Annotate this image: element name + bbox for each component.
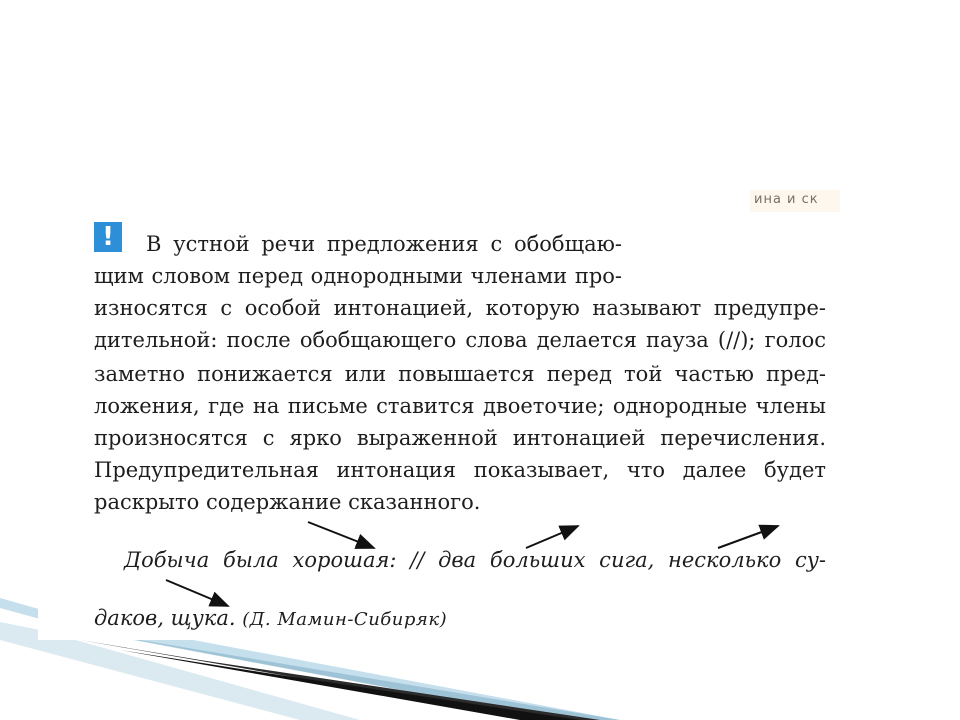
arrow-down-before-pause	[308, 522, 374, 548]
exclamation-icon: !	[94, 222, 122, 252]
example-line-2	[94, 606, 447, 630]
textbook-page	[38, 212, 850, 640]
snippet-text: ина и ск	[754, 192, 819, 207]
arrow-up-after-first-item	[526, 526, 578, 548]
rule-line-2: щим словом перед однородными членами про-	[94, 264, 622, 288]
example-line-2-text: даков, щука.	[94, 606, 236, 630]
rule-line-6: ложения, где на письме ставится двоеточие; однородные члены	[94, 394, 826, 418]
rule-line-7: произносятся с ярко выраженной интонацией перечисления.	[94, 426, 826, 450]
rule-line-8: Предупредительная интонация показывает, что далее будет	[94, 458, 826, 482]
arrow-up-after-second-item	[718, 526, 778, 548]
rule-line-9: раскрыто содержание сказанного.	[94, 490, 481, 514]
example-author: (Д. Мамин-Сибиряк)	[242, 609, 448, 630]
rule-line-5: заметно понижается или повышается перед той частью пред-	[94, 362, 826, 386]
rule-line-4: дительной: после обобщающего слова делается пауза (//); голос	[94, 328, 826, 352]
arrow-down-final	[166, 580, 228, 606]
rule-line-1: В устной речи предложения с обобщаю-	[146, 232, 622, 256]
rule-line-3: износятся с особой интонацией, которую называют предупре-	[94, 296, 826, 320]
example-line-1: Добыча была хорошая: // два больших сига, несколько су-	[124, 548, 826, 572]
